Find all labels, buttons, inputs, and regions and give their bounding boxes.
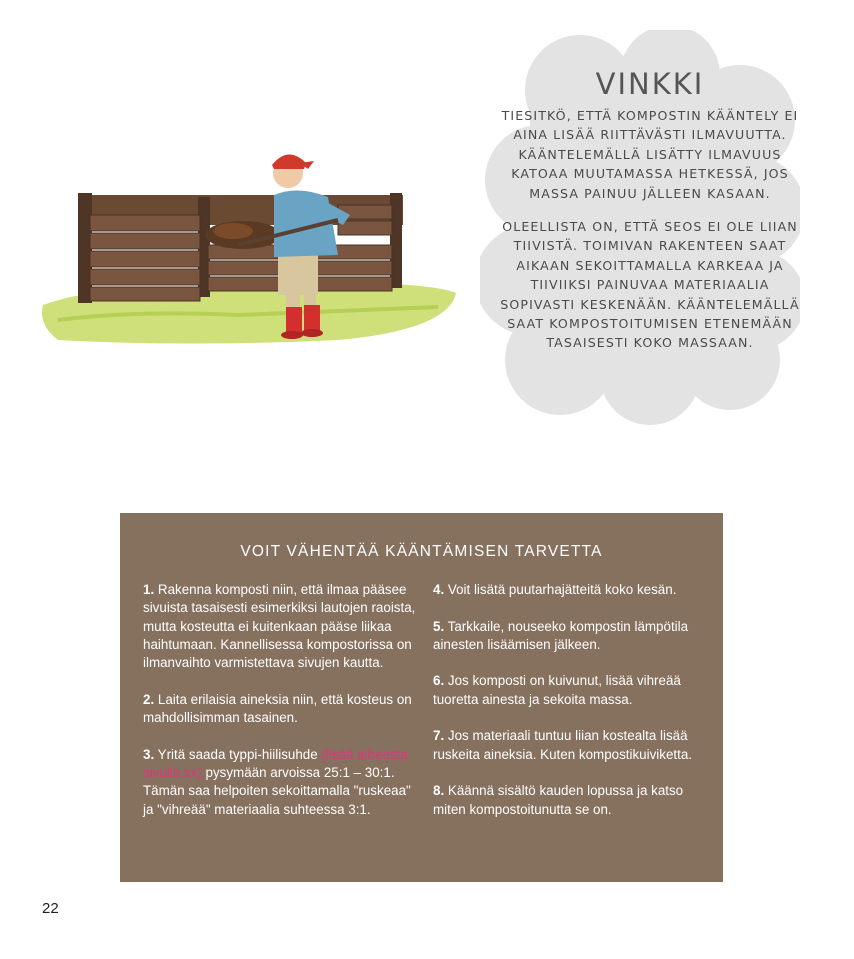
list-item: 8. Käännä sisältö kauden lopussa ja katso miten kompostoitunutta se on. bbox=[433, 783, 684, 817]
page-reference-link[interactable]: (lisää aiheesta sivulla xx) bbox=[143, 746, 408, 780]
tip-paragraph-2: OLEELLISTA ON, ETTÄ SEOS EI OLE LIIAN TIIVISTÄ. TOIMIVAN RAKENTEEN SAAT AIKAAN SEKOITTAMALLA KARKEAA JA TIIVIIKSI PAINUVAA MATERIAALIA SOPIVASTI KESKENÄÄN. KÄÄNTELEMÄLLÄ SAAT KOMPOSTOITUMISEN ETENEMÄÄN TASAISESTI KOKO MASSAAN. bbox=[500, 219, 800, 351]
tip-box bbox=[500, 66, 800, 367]
instructions-column-right bbox=[433, 581, 708, 837]
list-item: 5. Tarkkaile, nouseeko kompostin lämpötila ainesten lisäämisen jälkeen. bbox=[433, 618, 689, 652]
list-item: 1. Rakenna komposti niin, että ilmaa pääsee sivuista tasaisesti esimerkiksi lautojen raoista, mutta kosteutta ei kuitenkaan pääse liikaa haihtumaan. Kannellisessa kompostorissa on ilmanvaihto varmistettava sivujen kautta. bbox=[143, 582, 416, 671]
compost-illustration bbox=[38, 135, 458, 350]
list-item: 6. Jos komposti on kuivunut, lisää vihreää tuoretta ainesta ja sekoita massa. bbox=[433, 673, 681, 707]
list-item: 7. Jos materiaali tuntuu liian kostealta lisää ruskeita aineksia. Kuten kompostikuiviketta. bbox=[433, 728, 693, 762]
list-item: 3. Yritä saada typpi-hiilisuhde (lisää aiheesta sivulla xx) pysymään arvoissa 25:1 – 30:1. Tämän saa helpoiten sekoittamalla "ruskeaa" ja "vihreää" materiaalia suhteessa 3:1. bbox=[143, 746, 411, 817]
instructions-title: VOIT VÄHENTÄÄ KÄÄNTÄMISEN TARVETTA bbox=[240, 543, 603, 560]
tip-title: VINKKI bbox=[595, 67, 705, 101]
page-number: 22 bbox=[42, 900, 59, 917]
list-item: 2. Laita erilaisia aineksia niin, että kosteus on mahdollisimman tasainen. bbox=[143, 691, 412, 726]
instructions-box bbox=[120, 513, 723, 882]
instructions-column-left bbox=[143, 581, 418, 837]
tip-paragraph-1: TIESITKÖ, ETTÄ KOMPOSTIN KÄÄNTELY EI AINA LISÄÄ RIITTÄVÄSTI ILMAVUUTTA. KÄÄNTELEMÄLLÄ LISÄTTY ILMAVUUS KATOAA MUUTAMASSA HETKESSÄ, JOS MASSA PAINUU JÄLLEEN KASAAN. bbox=[501, 108, 799, 201]
list-item: 4. Voit lisätä puutarhajätteitä koko kesän. bbox=[433, 582, 677, 597]
